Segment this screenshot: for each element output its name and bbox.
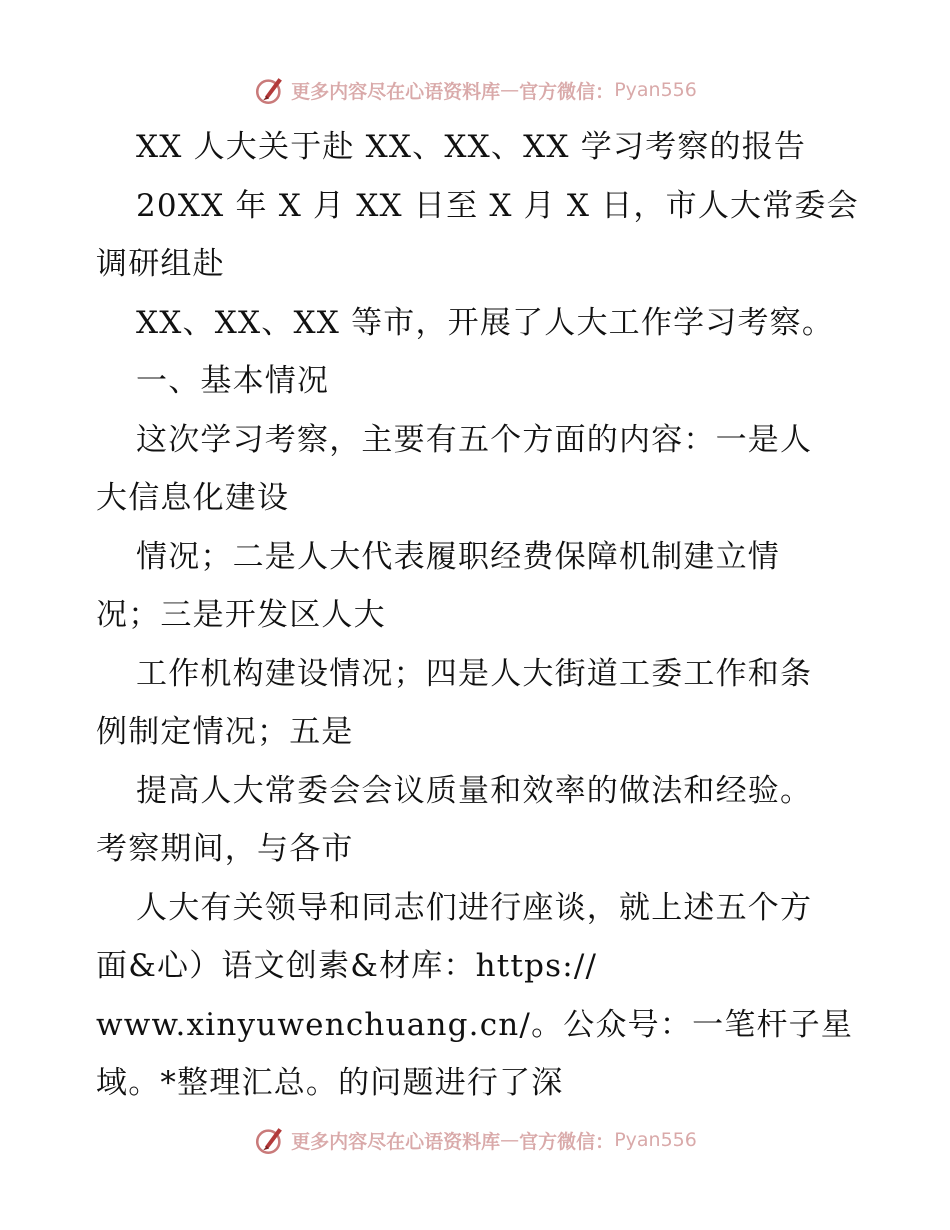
text-line: 提高人大常委会会议质量和效率的做法和经验。 — [136, 772, 813, 809]
text-line: 况；三是开发区人大 — [96, 597, 386, 633]
header-watermark — [0, 70, 950, 110]
watermark-id: Pyan556 — [614, 1129, 697, 1151]
watermark-label: 官方微信： — [519, 80, 615, 103]
text-line: XX、XX、XX 等市，开展了人大工作学习考察。 — [136, 304, 835, 341]
watermark-text: 更多内容尽在心语资料库 — [291, 1130, 501, 1153]
text-line: 调研组赴 — [96, 246, 225, 282]
text-line: 情况；二是人大代表履职经费保障机制建立情 — [136, 538, 780, 575]
footer-watermark — [0, 1120, 950, 1160]
text-line: 人大有关领导和同志们进行座谈，就上述五个方 — [136, 889, 813, 926]
text-line: 20XX 年 X 月 XX 日至 X 月 X 日，市人大常委会 — [136, 187, 859, 224]
text-line: 大信息化建设 — [96, 480, 290, 516]
text-line: 这次学习考察，主要有五个方面的内容：一是人 — [136, 421, 813, 458]
watermark-separator: — — [500, 1129, 520, 1151]
section-heading: 一、基本情况 — [136, 363, 330, 399]
text-line: 工作机构建设情况；四是人大街道工委工作和条 — [136, 655, 813, 692]
watermark-separator: — — [500, 79, 520, 101]
watermark-text: 更多内容尽在心语资料库 — [291, 80, 501, 103]
text-line: 面&心）语文创素&材库：https:// — [96, 948, 598, 984]
document-title: XX 人大关于赴 XX、XX、XX 学习考察的报告 — [136, 129, 807, 165]
text-line: 例制定情况；五是 — [96, 714, 354, 750]
watermark-label: 官方微信： — [519, 1130, 615, 1153]
quill-pen-icon — [253, 1123, 287, 1157]
text-line: www.xinyuwenchuang.cn/。公众号：一笔杆子星 — [96, 1006, 854, 1043]
document-body — [96, 118, 866, 1113]
text-line: 考察期间，与各市 — [96, 831, 354, 867]
watermark-id: Pyan556 — [614, 79, 697, 101]
text-line: 域。*整理汇总。的问题进行了深 — [96, 1065, 564, 1101]
quill-pen-icon — [253, 73, 287, 107]
